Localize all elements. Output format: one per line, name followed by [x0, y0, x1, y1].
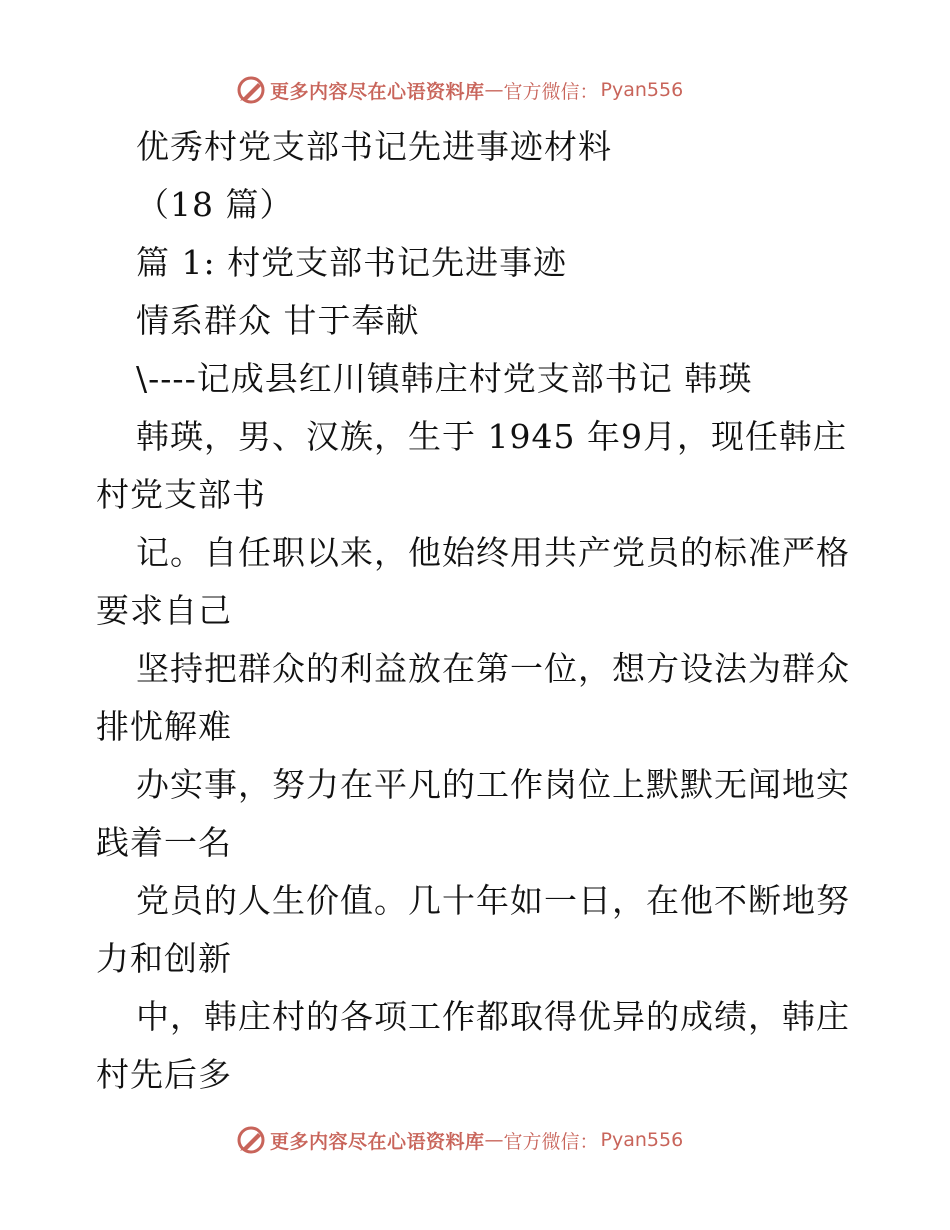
watermark-separator: — [484, 79, 504, 101]
watermark-text: 更多内容尽在心语资料库 [270, 80, 485, 103]
text-line: （18 篇） [136, 185, 294, 224]
text-line: 党员的人生价值。几十年如一日，在他不断地努 [136, 881, 850, 920]
text-line: 篇 1: 村党支部书记先进事迹 [136, 243, 568, 282]
text-line: 坚持把群众的利益放在第一位，想方设法为群众 [136, 649, 850, 688]
text-line: 中，韩庄村的各项工作都取得优异的成绩，韩庄 [136, 997, 850, 1036]
text-line: 办实事，努力在平凡的工作岗位上默默无闻地实 [136, 765, 850, 804]
pen-circle-logo-icon [236, 75, 266, 105]
text-line: 力和创新 [96, 939, 232, 978]
text-line: 践着一名 [96, 823, 232, 862]
watermark-wechat-id: Pyan556 [600, 79, 684, 101]
text-line: 要求自己 [96, 591, 232, 630]
watermark-official-label: 官方微信： [503, 80, 599, 103]
pen-circle-logo-icon [236, 1125, 266, 1155]
watermark-footer [236, 1122, 756, 1158]
text-line: 村党支部书 [96, 475, 266, 514]
text-line: 记。自任职以来，他始终用共产党员的标准严格 [136, 533, 850, 572]
text-line: 情系群众 甘于奉献 [136, 301, 420, 340]
watermark-separator: — [484, 1129, 504, 1151]
watermark-header [236, 72, 756, 108]
watermark-wechat-id: Pyan556 [600, 1129, 684, 1151]
text-line: 排忧解难 [96, 707, 232, 746]
watermark-text: 更多内容尽在心语资料库 [270, 1130, 485, 1153]
text-line: \----记成县红川镇韩庄村党支部书记 韩瑛 [136, 359, 753, 398]
text-line: 韩瑛，男、汉族，生于 1945 年9月，现任韩庄 [136, 417, 847, 456]
document-body [96, 118, 866, 1104]
watermark-official-label: 官方微信： [503, 1130, 599, 1153]
text-line: 村先后多 [96, 1055, 232, 1094]
text-line: 优秀村党支部书记先进事迹材料 [136, 127, 612, 166]
